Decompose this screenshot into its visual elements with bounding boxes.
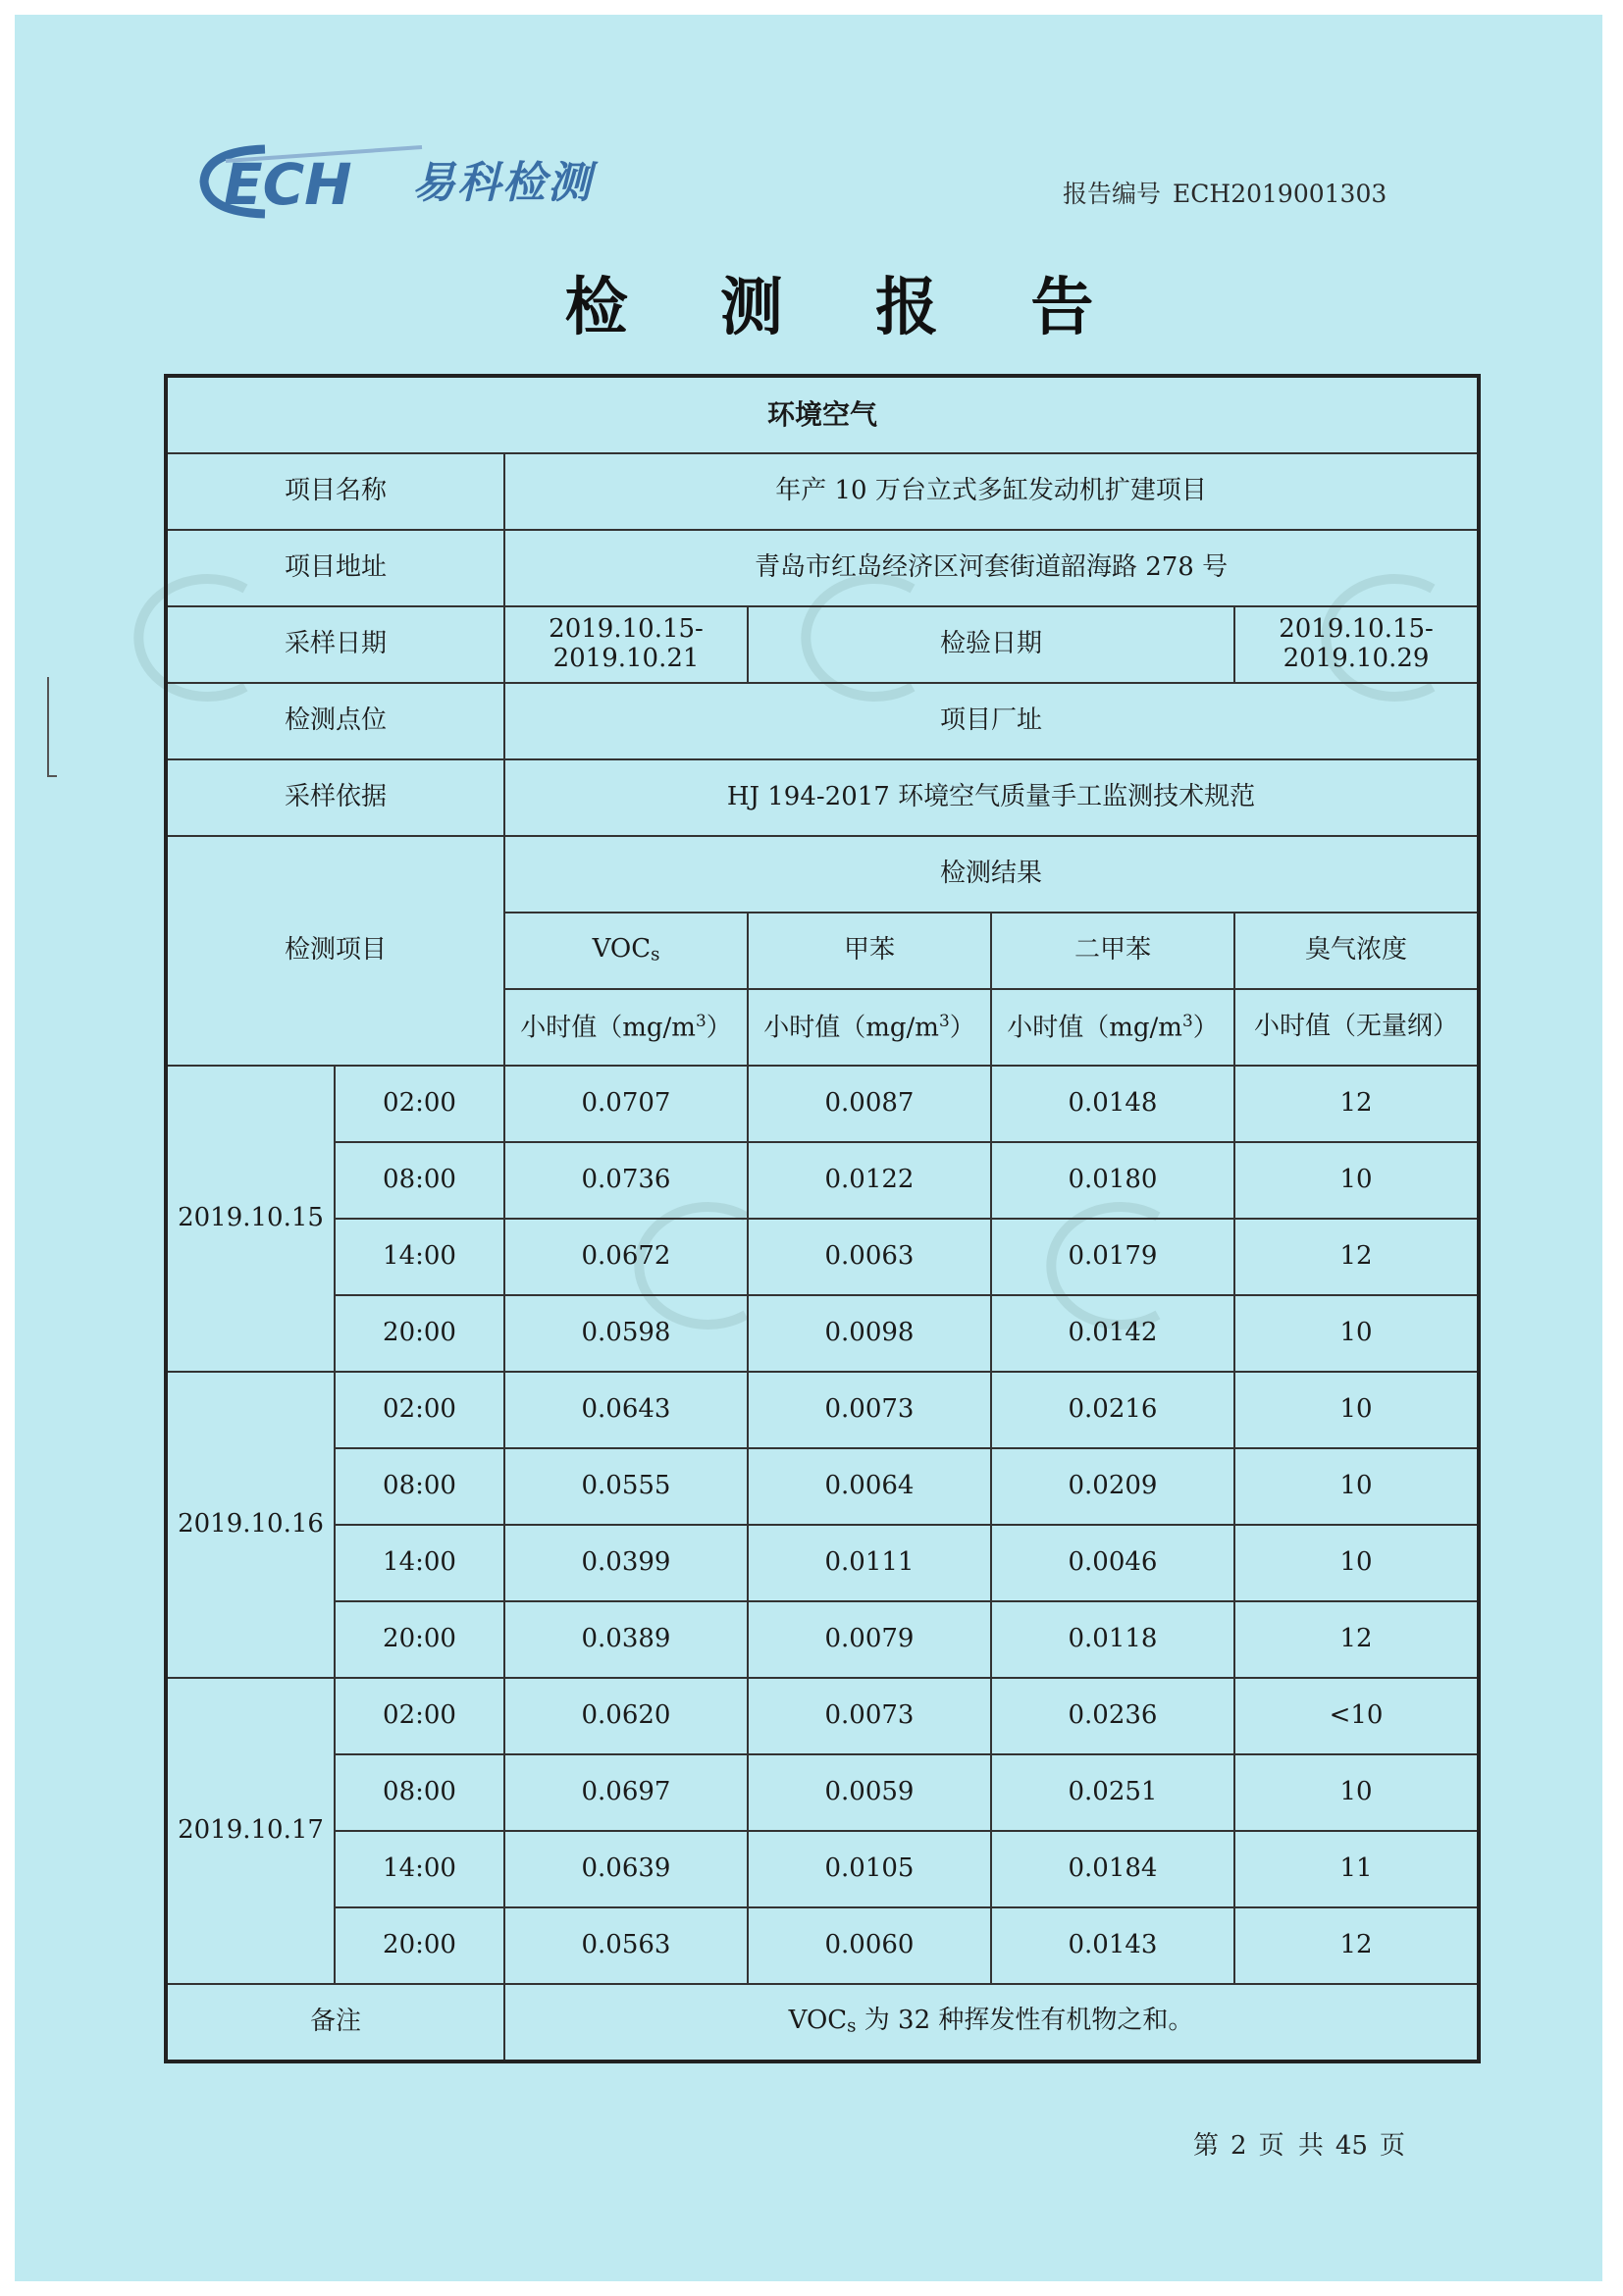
column-unit-text: 小时值（mg/m bbox=[520, 1013, 696, 1043]
column-name bbox=[991, 913, 1234, 989]
report-number-value: ECH2019001303 bbox=[1173, 180, 1387, 208]
date-cell: 2019.10.15 bbox=[166, 1066, 335, 1372]
column-name bbox=[504, 913, 748, 989]
value-cell: 0.0064 bbox=[748, 1448, 991, 1525]
column-unit-superscript: 3 bbox=[695, 1010, 707, 1030]
time-cell: 08:00 bbox=[335, 1142, 504, 1219]
table-row bbox=[166, 1754, 1479, 1831]
column-unit-close: ） bbox=[1192, 1013, 1219, 1043]
value-cell: 0.0555 bbox=[504, 1448, 748, 1525]
table-row bbox=[166, 1295, 1479, 1372]
project-name-label: 项目名称 bbox=[166, 453, 504, 530]
point-value: 项目厂址 bbox=[504, 683, 1479, 759]
column-name-main: 臭气浓度 bbox=[1305, 935, 1408, 965]
time-cell: 02:00 bbox=[335, 1066, 504, 1142]
value-cell: 10 bbox=[1234, 1372, 1479, 1448]
table-row bbox=[166, 1066, 1479, 1142]
page-title: 检 测 报 告 bbox=[564, 272, 1129, 344]
table-row bbox=[166, 1831, 1479, 1907]
logo-letters: ECH bbox=[224, 151, 352, 218]
column-unit bbox=[748, 989, 991, 1066]
value-cell: 0.0598 bbox=[504, 1295, 748, 1372]
binding-mark bbox=[47, 677, 49, 775]
column-name bbox=[748, 913, 991, 989]
value-cell: 0.0736 bbox=[504, 1142, 748, 1219]
value-cell: 0.0079 bbox=[748, 1601, 991, 1678]
date-cell: 2019.10.16 bbox=[166, 1372, 335, 1678]
time-cell: 20:00 bbox=[335, 1907, 504, 1984]
inspection-date-label: 检验日期 bbox=[748, 606, 1234, 683]
table-row bbox=[166, 1219, 1479, 1295]
table-row bbox=[166, 1678, 1479, 1754]
value-cell: 0.0707 bbox=[504, 1066, 748, 1142]
time-cell: 02:00 bbox=[335, 1372, 504, 1448]
remark-value bbox=[504, 1984, 1479, 2061]
remark-rest: 为 32 种挥发性有机物之和。 bbox=[856, 2006, 1194, 2036]
value-cell: 0.0148 bbox=[991, 1066, 1234, 1142]
time-cell: 14:00 bbox=[335, 1219, 504, 1295]
page-total: 45 bbox=[1335, 2131, 1368, 2161]
value-cell: 0.0073 bbox=[748, 1678, 991, 1754]
binding-mark bbox=[47, 775, 57, 777]
table-row bbox=[166, 1142, 1479, 1219]
value-cell: 0.0236 bbox=[991, 1678, 1234, 1754]
remark-row bbox=[166, 1984, 1479, 2061]
company-name: 易科检测 bbox=[412, 158, 593, 208]
column-unit bbox=[504, 989, 748, 1066]
value-cell: 0.0046 bbox=[991, 1525, 1234, 1601]
value-cell: 0.0111 bbox=[748, 1525, 991, 1601]
value-cell: 0.0105 bbox=[748, 1831, 991, 1907]
value-cell: 11 bbox=[1234, 1831, 1479, 1907]
remark-label: 备注 bbox=[166, 1984, 504, 2061]
value-cell: 0.0216 bbox=[991, 1372, 1234, 1448]
time-cell: 20:00 bbox=[335, 1601, 504, 1678]
column-name-subscript: s bbox=[651, 944, 660, 965]
date-cell: 2019.10.17 bbox=[166, 1678, 335, 1984]
time-cell: 08:00 bbox=[335, 1754, 504, 1831]
basis-label: 采样依据 bbox=[166, 759, 504, 836]
page-label-pre: 第 bbox=[1193, 2131, 1220, 2161]
value-cell: 10 bbox=[1234, 1754, 1479, 1831]
value-cell: 0.0118 bbox=[991, 1601, 1234, 1678]
table-row bbox=[166, 1601, 1479, 1678]
section-title: 环境空气 bbox=[166, 376, 1479, 453]
value-cell: 0.0180 bbox=[991, 1142, 1234, 1219]
report-number-label: 报告编号 bbox=[1063, 180, 1162, 208]
value-cell: 0.0643 bbox=[504, 1372, 748, 1448]
column-unit bbox=[1234, 989, 1479, 1066]
page-label-mid: 页 共 bbox=[1258, 2131, 1324, 2161]
time-cell: 20:00 bbox=[335, 1295, 504, 1372]
value-cell: 12 bbox=[1234, 1066, 1479, 1142]
time-cell: 14:00 bbox=[335, 1831, 504, 1907]
item-label: 检测项目 bbox=[166, 836, 504, 1066]
value-cell: <10 bbox=[1234, 1678, 1479, 1754]
column-unit-superscript: 3 bbox=[938, 1010, 950, 1030]
result-label: 检测结果 bbox=[504, 836, 1479, 913]
column-unit-text: 小时值（mg/m bbox=[1007, 1013, 1182, 1043]
sampling-date-value: 2019.10.15-2019.10.21 bbox=[504, 606, 748, 683]
value-cell: 0.0697 bbox=[504, 1754, 748, 1831]
value-cell: 12 bbox=[1234, 1219, 1479, 1295]
value-cell: 0.0251 bbox=[991, 1754, 1234, 1831]
remark-subscript: s bbox=[847, 2015, 857, 2037]
value-cell: 0.0122 bbox=[748, 1142, 991, 1219]
project-address-value: 青岛市红岛经济区河套街道韶海路 278 号 bbox=[504, 530, 1479, 606]
sampling-date-label: 采样日期 bbox=[166, 606, 504, 683]
value-cell: 0.0389 bbox=[504, 1601, 748, 1678]
column-name-main: 甲苯 bbox=[843, 935, 895, 965]
value-cell: 10 bbox=[1234, 1525, 1479, 1601]
basis-value: HJ 194-2017 环境空气质量手工监测技术规范 bbox=[504, 759, 1479, 836]
time-cell: 14:00 bbox=[335, 1525, 504, 1601]
column-unit-text: 小时值（mg/m bbox=[763, 1013, 939, 1043]
value-cell: 10 bbox=[1234, 1448, 1479, 1525]
value-cell: 12 bbox=[1234, 1601, 1479, 1678]
table-row bbox=[166, 1372, 1479, 1448]
value-cell: 0.0143 bbox=[991, 1907, 1234, 1984]
column-unit bbox=[991, 989, 1234, 1066]
value-cell: 0.0184 bbox=[991, 1831, 1234, 1907]
point-label: 检测点位 bbox=[166, 683, 504, 759]
column-unit-close: ） bbox=[949, 1013, 975, 1043]
value-cell: 10 bbox=[1234, 1295, 1479, 1372]
inspection-date-value: 2019.10.15-2019.10.29 bbox=[1234, 606, 1479, 683]
value-cell: 10 bbox=[1234, 1142, 1479, 1219]
time-cell: 08:00 bbox=[335, 1448, 504, 1525]
value-cell: 0.0098 bbox=[748, 1295, 991, 1372]
value-cell: 0.0563 bbox=[504, 1907, 748, 1984]
value-cell: 0.0399 bbox=[504, 1525, 748, 1601]
value-cell: 12 bbox=[1234, 1907, 1479, 1984]
value-cell: 0.0620 bbox=[504, 1678, 748, 1754]
remark-main: VOC bbox=[788, 2006, 848, 2036]
column-unit-superscript: 3 bbox=[1181, 1010, 1193, 1030]
value-cell: 0.0209 bbox=[991, 1448, 1234, 1525]
value-cell: 0.0639 bbox=[504, 1831, 748, 1907]
value-cell: 0.0073 bbox=[748, 1372, 991, 1448]
column-name bbox=[1234, 913, 1479, 989]
value-cell: 0.0060 bbox=[748, 1907, 991, 1984]
value-cell: 0.0142 bbox=[991, 1295, 1234, 1372]
column-name-main: VOC bbox=[592, 934, 652, 965]
value-cell: 0.0059 bbox=[748, 1754, 991, 1831]
page-label-post: 页 bbox=[1379, 2131, 1405, 2161]
column-name-main: 二甲苯 bbox=[1073, 935, 1151, 965]
value-cell: 0.0672 bbox=[504, 1219, 748, 1295]
table-row bbox=[166, 1448, 1479, 1525]
value-cell: 0.0063 bbox=[748, 1219, 991, 1295]
report-table bbox=[164, 374, 1481, 2063]
table-row bbox=[166, 1525, 1479, 1601]
column-unit-close: ） bbox=[706, 1013, 732, 1043]
value-cell: 0.0087 bbox=[748, 1066, 991, 1142]
value-cell: 0.0179 bbox=[991, 1219, 1234, 1295]
table-row bbox=[166, 1907, 1479, 1984]
project-address-label: 项目地址 bbox=[166, 530, 504, 606]
time-cell: 02:00 bbox=[335, 1678, 504, 1754]
page-number bbox=[1187, 2125, 1411, 2162]
project-name-value: 年产 10 万台立式多缸发动机扩建项目 bbox=[504, 453, 1479, 530]
report-number bbox=[1063, 175, 1387, 210]
page-current: 2 bbox=[1230, 2131, 1247, 2161]
column-unit-text: 小时值（无量纲） bbox=[1254, 1012, 1459, 1042]
